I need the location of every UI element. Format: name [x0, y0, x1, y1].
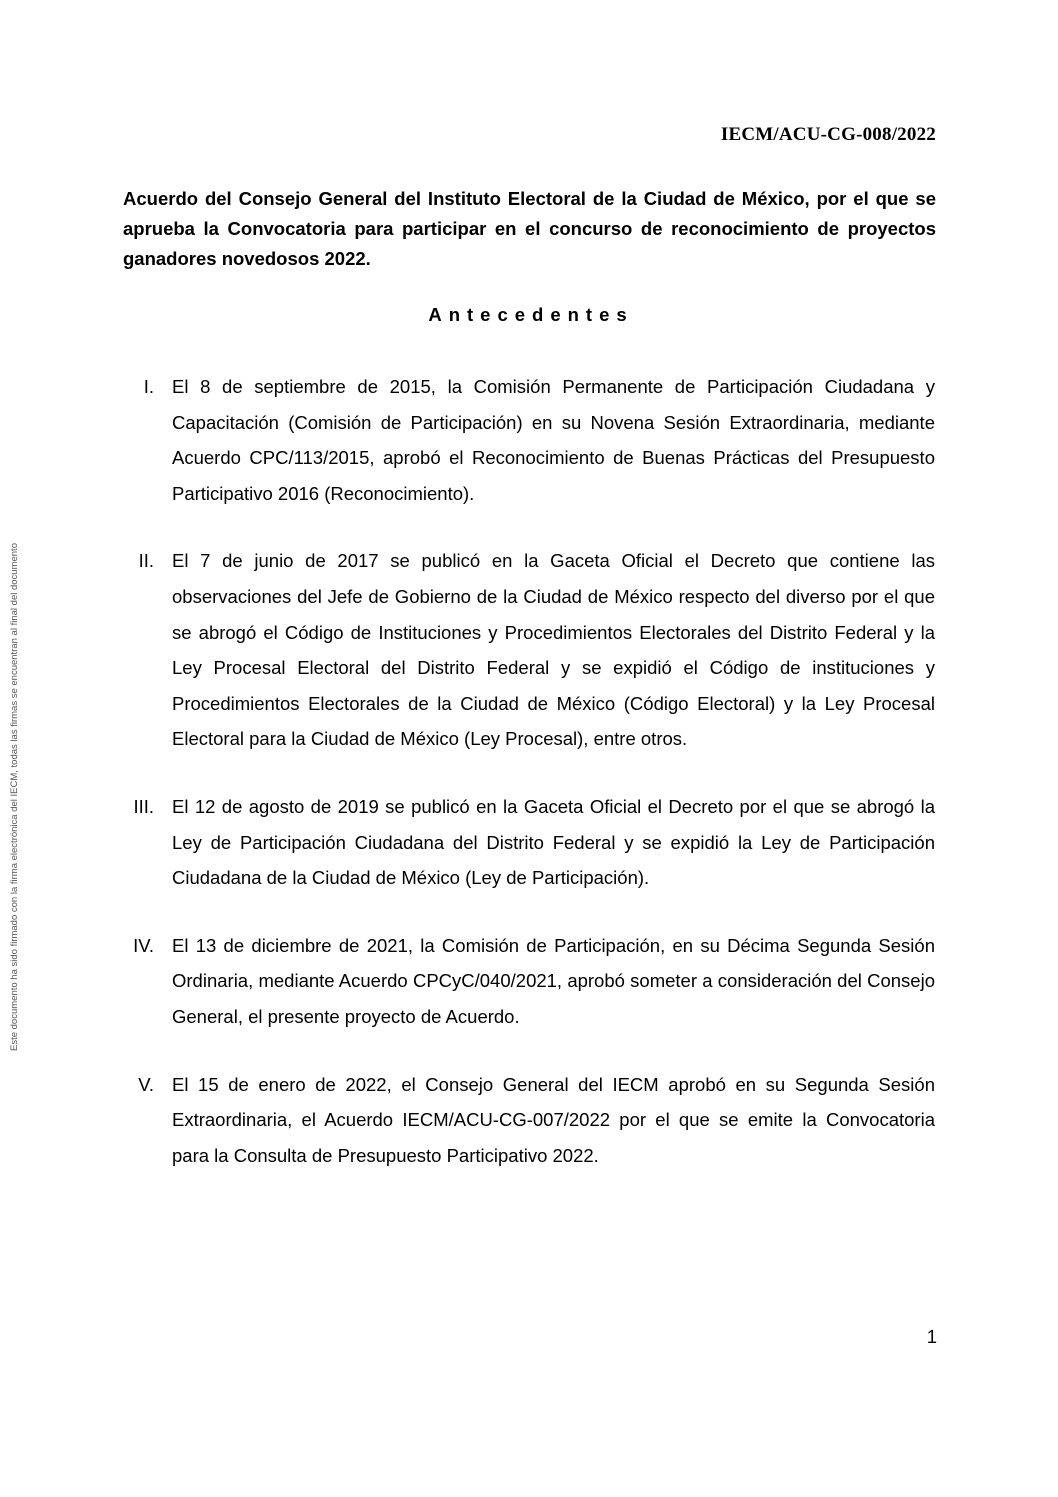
item-text: El 15 de enero de 2022, el Consejo General del IECM aprobó en su Segunda Sesión Extraordinaria, el Acuerdo IECM/ACU-CG-007/2022 por el que se emite la Convocatoria para la Consulta de Presupuesto Participativo 2022. — [172, 1073, 935, 1166]
item-number: I. — [143, 376, 154, 397]
list-item — [0, 1067, 1058, 1174]
item-number: III. — [133, 795, 154, 817]
list-item — [0, 789, 1058, 896]
item-text: El 8 de septiembre de 2015, la Comisión Permanente de Participación Ciudadana y Capacitación (Comisión de Participación) en su Novena Sesión Extraordinaria, mediante Acuerdo CPC/113/2015, aprobó el Reconocimiento de Buenas Prácticas del Presupuesto Participativo 2016 (Reconocimiento). — [172, 376, 935, 504]
list-item — [0, 543, 1058, 757]
electronic-signature-note: Este documento ha sido firmado con la firma electrónica del IECM, todas las firmas se encuentran al final del documento — [9, 543, 20, 1051]
page-number: 1 — [926, 1326, 937, 1347]
list-item — [0, 369, 1058, 511]
item-number: II. — [138, 550, 154, 572]
section-heading: Antecedentes — [428, 304, 634, 325]
document-reference: IECM/ACU-CG-008/2022 — [720, 124, 936, 145]
item-text: El 12 de agosto de 2019 se publicó en la Gaceta Oficial el Decreto por el que se abrogó la Ley de Participación Ciudadana del Distrito Federal y se expidió la Ley de Participación Ciudadana de la Ciudad de México (Ley de Participación). — [172, 795, 935, 889]
list-item — [0, 928, 1058, 1035]
item-text: El 7 de junio de 2017 se publicó en la Gaceta Oficial el Decreto que contiene las observaciones del Jefe de Gobierno de la Ciudad de México respecto del diverso por el que se abrogó el Código de Instituciones y Procedimientos Electorales del Distrito Federal y la Ley Procesal Electoral del Distrito Federal y se expidió el Código de instituciones y Procedimientos Electorales de la Ciudad de México (Código Electoral) y la Ley Procesal Electoral para la Ciudad de México (Ley Procesal), entre otros. — [172, 550, 935, 750]
item-text: El 13 de diciembre de 2021, la Comisión de Participación, en su Décima Segunda Sesión Ordinaria, mediante Acuerdo CPCyC/040/2021, aprobó someter a consideración del Consejo General, el presente proyecto de Acuerdo. — [172, 934, 935, 1027]
item-number: IV. — [133, 934, 154, 956]
document-title: Acuerdo del Consejo General del Instituto Electoral de la Ciudad de México, por el que se aprueba la Convocatoria para participar en el concurso de reconocimiento de proyectos ganadores novedosos 2022. — [123, 188, 936, 269]
item-number: V. — [138, 1073, 154, 1095]
antecedentes-list — [0, 369, 1058, 1205]
